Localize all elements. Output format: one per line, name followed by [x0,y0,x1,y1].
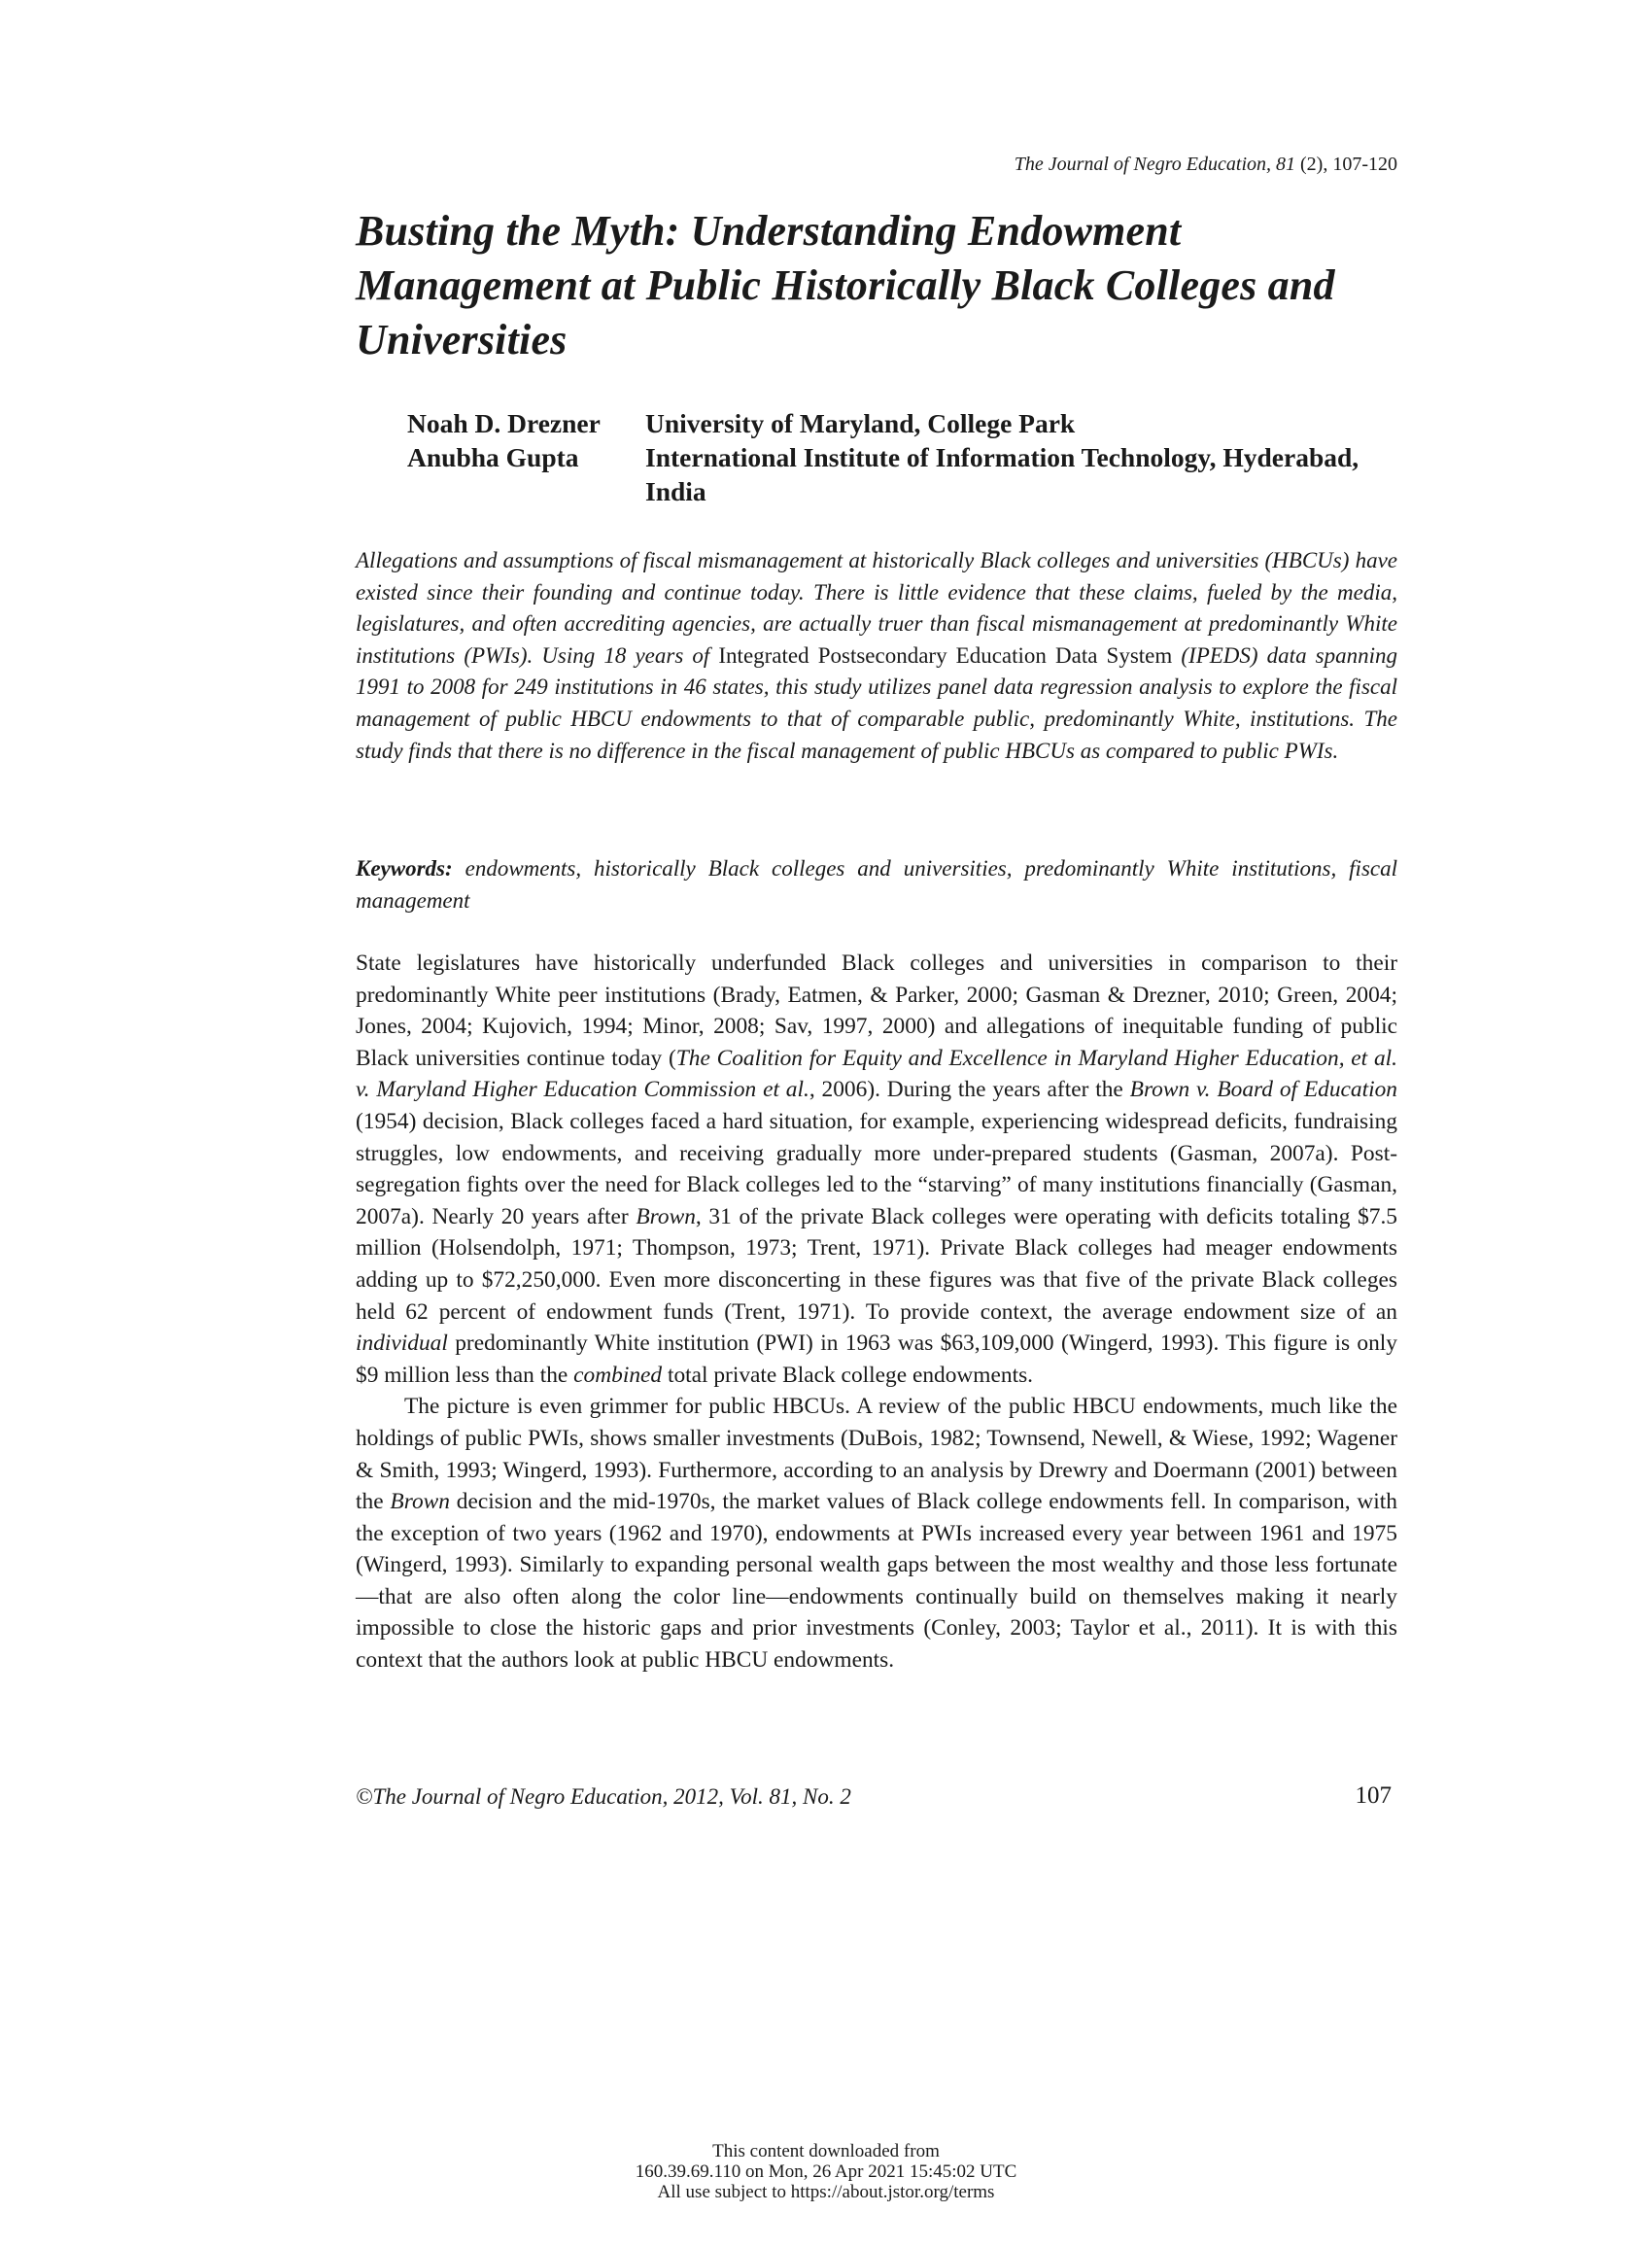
body-text-italic: combined [573,1362,663,1388]
abstract-text: Allegations and assumptions of fiscal mismanagement at historically Black colleges and universities (HBCUs) have existed since their founding and continue today. There is little evidence that these claims, fueled by the media, legislatures, and often accrediting agencies, are actually truer than fiscal mismanagement at predominantly White institutions (PWIs). Using 18 years of [356,548,1397,668]
body-text-run: , 2006). During the years after the [809,1077,1130,1103]
body-paragraph [356,1391,1397,1676]
abstract-text-upright: Integrated Postsecondary Education Data System [718,642,1173,668]
body-text-italic: Brown v. Board of Education [1129,1077,1397,1103]
article-title: Busting the Myth: Understanding Endowment Management at Public Historically Black Colleges and Universities [356,207,1335,363]
jstor-line: 160.39.69.110 on Mon, 26 Apr 2021 15:45:02 UTC [635,2161,1017,2182]
body-text-run: predominantly White institution (PWI) in 1963 was $63,109,000 (Wingerd, 1993). This figure is only $9 million less than the [356,1331,1397,1388]
author-affiliation: University of Maryland, College Park [645,408,1076,438]
jstor-download-notice [0,2141,1652,2202]
jstor-line: This content downloaded from [712,2141,940,2161]
footer-copyright: ©The Journal of Negro Education, 2012, Vol. 81, No. 2 [356,1784,851,1809]
running-head-issue-pages: (2), 107-120 [1300,154,1397,175]
body-text-run: , 31 of the private Black colleges were operating with deficits totaling $7.5 million (Holsendolph, 1971; Thompson, 1973; Trent, 1971). Private Black colleges had meager endowments adding up to $72,250,000. Even more disconcerting in these figures was that five of the private Black colleges held 62 percent of endowment funds (Trent, 1971). To provide context, the average endowment size of an [356,1203,1398,1325]
body-text-italic: individual [356,1331,448,1357]
author-block [407,406,1379,508]
body-text-italic: The Coalition for Equity and Excellence in Maryland Higher Education, et al. v. Maryland Higher Education Commission et al. [356,1045,1397,1103]
running-head [1015,154,1397,176]
author-affiliation: International Institute of Information Technology, Hyderabad, India [645,442,1359,506]
author-name: Noah D. Drezner [407,408,601,438]
body-text-run: (1954) decision, Black colleges faced a hard situation, for example, experiencing widespread deficits, fundraising struggles, low endowments, and receiving gradually more under-prepared students (Gasman, 2007a). Post-segregation fights over the need for Black colleges led to the “starving” of many institutions financially (Gasman, 2007a). Nearly 20 years after [356,1108,1397,1229]
body-text-run: total private Black college endowments. [662,1362,1034,1388]
body-text [356,948,1397,1677]
abstract-text: (IPEDS) data spanning 1991 to 2008 for 249 institutions in 46 states, this study utilizes panel data regression analysis to explore the fiscal management of public HBCU endowments to that of comparable public, predominantly White, institutions. The study finds that there is no difference in the fiscal management of public HBCUs as compared to public PWIs. [356,642,1398,763]
jstor-line: All use subject to https://about.jstor.org/terms [657,2182,995,2202]
body-paragraph [356,948,1397,1391]
keywords [356,853,1397,916]
page-number: 107 [1355,1782,1392,1809]
running-head-journal: The Journal of Negro Education, [1014,154,1272,175]
body-text-run: State legislatures have historically underfunded Black colleges and universities in comparison to their predominantly White peer institutions (Brady, Eatmen, & Parker, 2000; Gasman & Drezner, 2010; Green, 2004; Jones, 2004; Kujovich, 1994; Minor, 2008; Sav, 1997, 2000) and allegations of inequitable funding of public Black universities continue today ( [356,951,1397,1071]
body-text-run: The picture is even grimmer for public HBCUs. A review of the public HBCU endowments, much like the holdings of public PWIs, shows smaller investments (DuBois, 1982; Townsend, Newell, & Wiese, 1992; Wagener & Smith, 1993; Wingerd, 1993). Furthermore, according to an analysis by Drewry and Doermann (2001) between the [356,1394,1397,1515]
running-head-volume: 81 [1276,154,1296,175]
keywords-text: endowments, historically Black colleges and universities, predominantly White institutions, fiscal management [356,856,1397,913]
body-text-italic: Brown [390,1489,450,1515]
author-name: Anubha Gupta [407,442,579,472]
body-text-italic: Brown [636,1203,696,1229]
author-row [407,440,1379,508]
abstract [356,545,1397,767]
keywords-label: Keywords: [356,856,453,881]
author-row [407,406,1379,440]
body-text-run: decision and the mid-1970s, the market values of Black college endowments fell. In comparison, with the exception of two years (1962 and 1970), endowments at PWIs increased every year between 1961 and 1975 (Wingerd, 1993). Similarly to expanding personal wealth gaps between the most wealthy and those less fortunate—that are also often along the color line—endowments continually build on themselves making it nearly impossible to close the historic gaps and prior investments (Conley, 2003; Taylor et al., 2011). It is with this context that the authors look at public HBCU endowments. [356,1489,1397,1674]
